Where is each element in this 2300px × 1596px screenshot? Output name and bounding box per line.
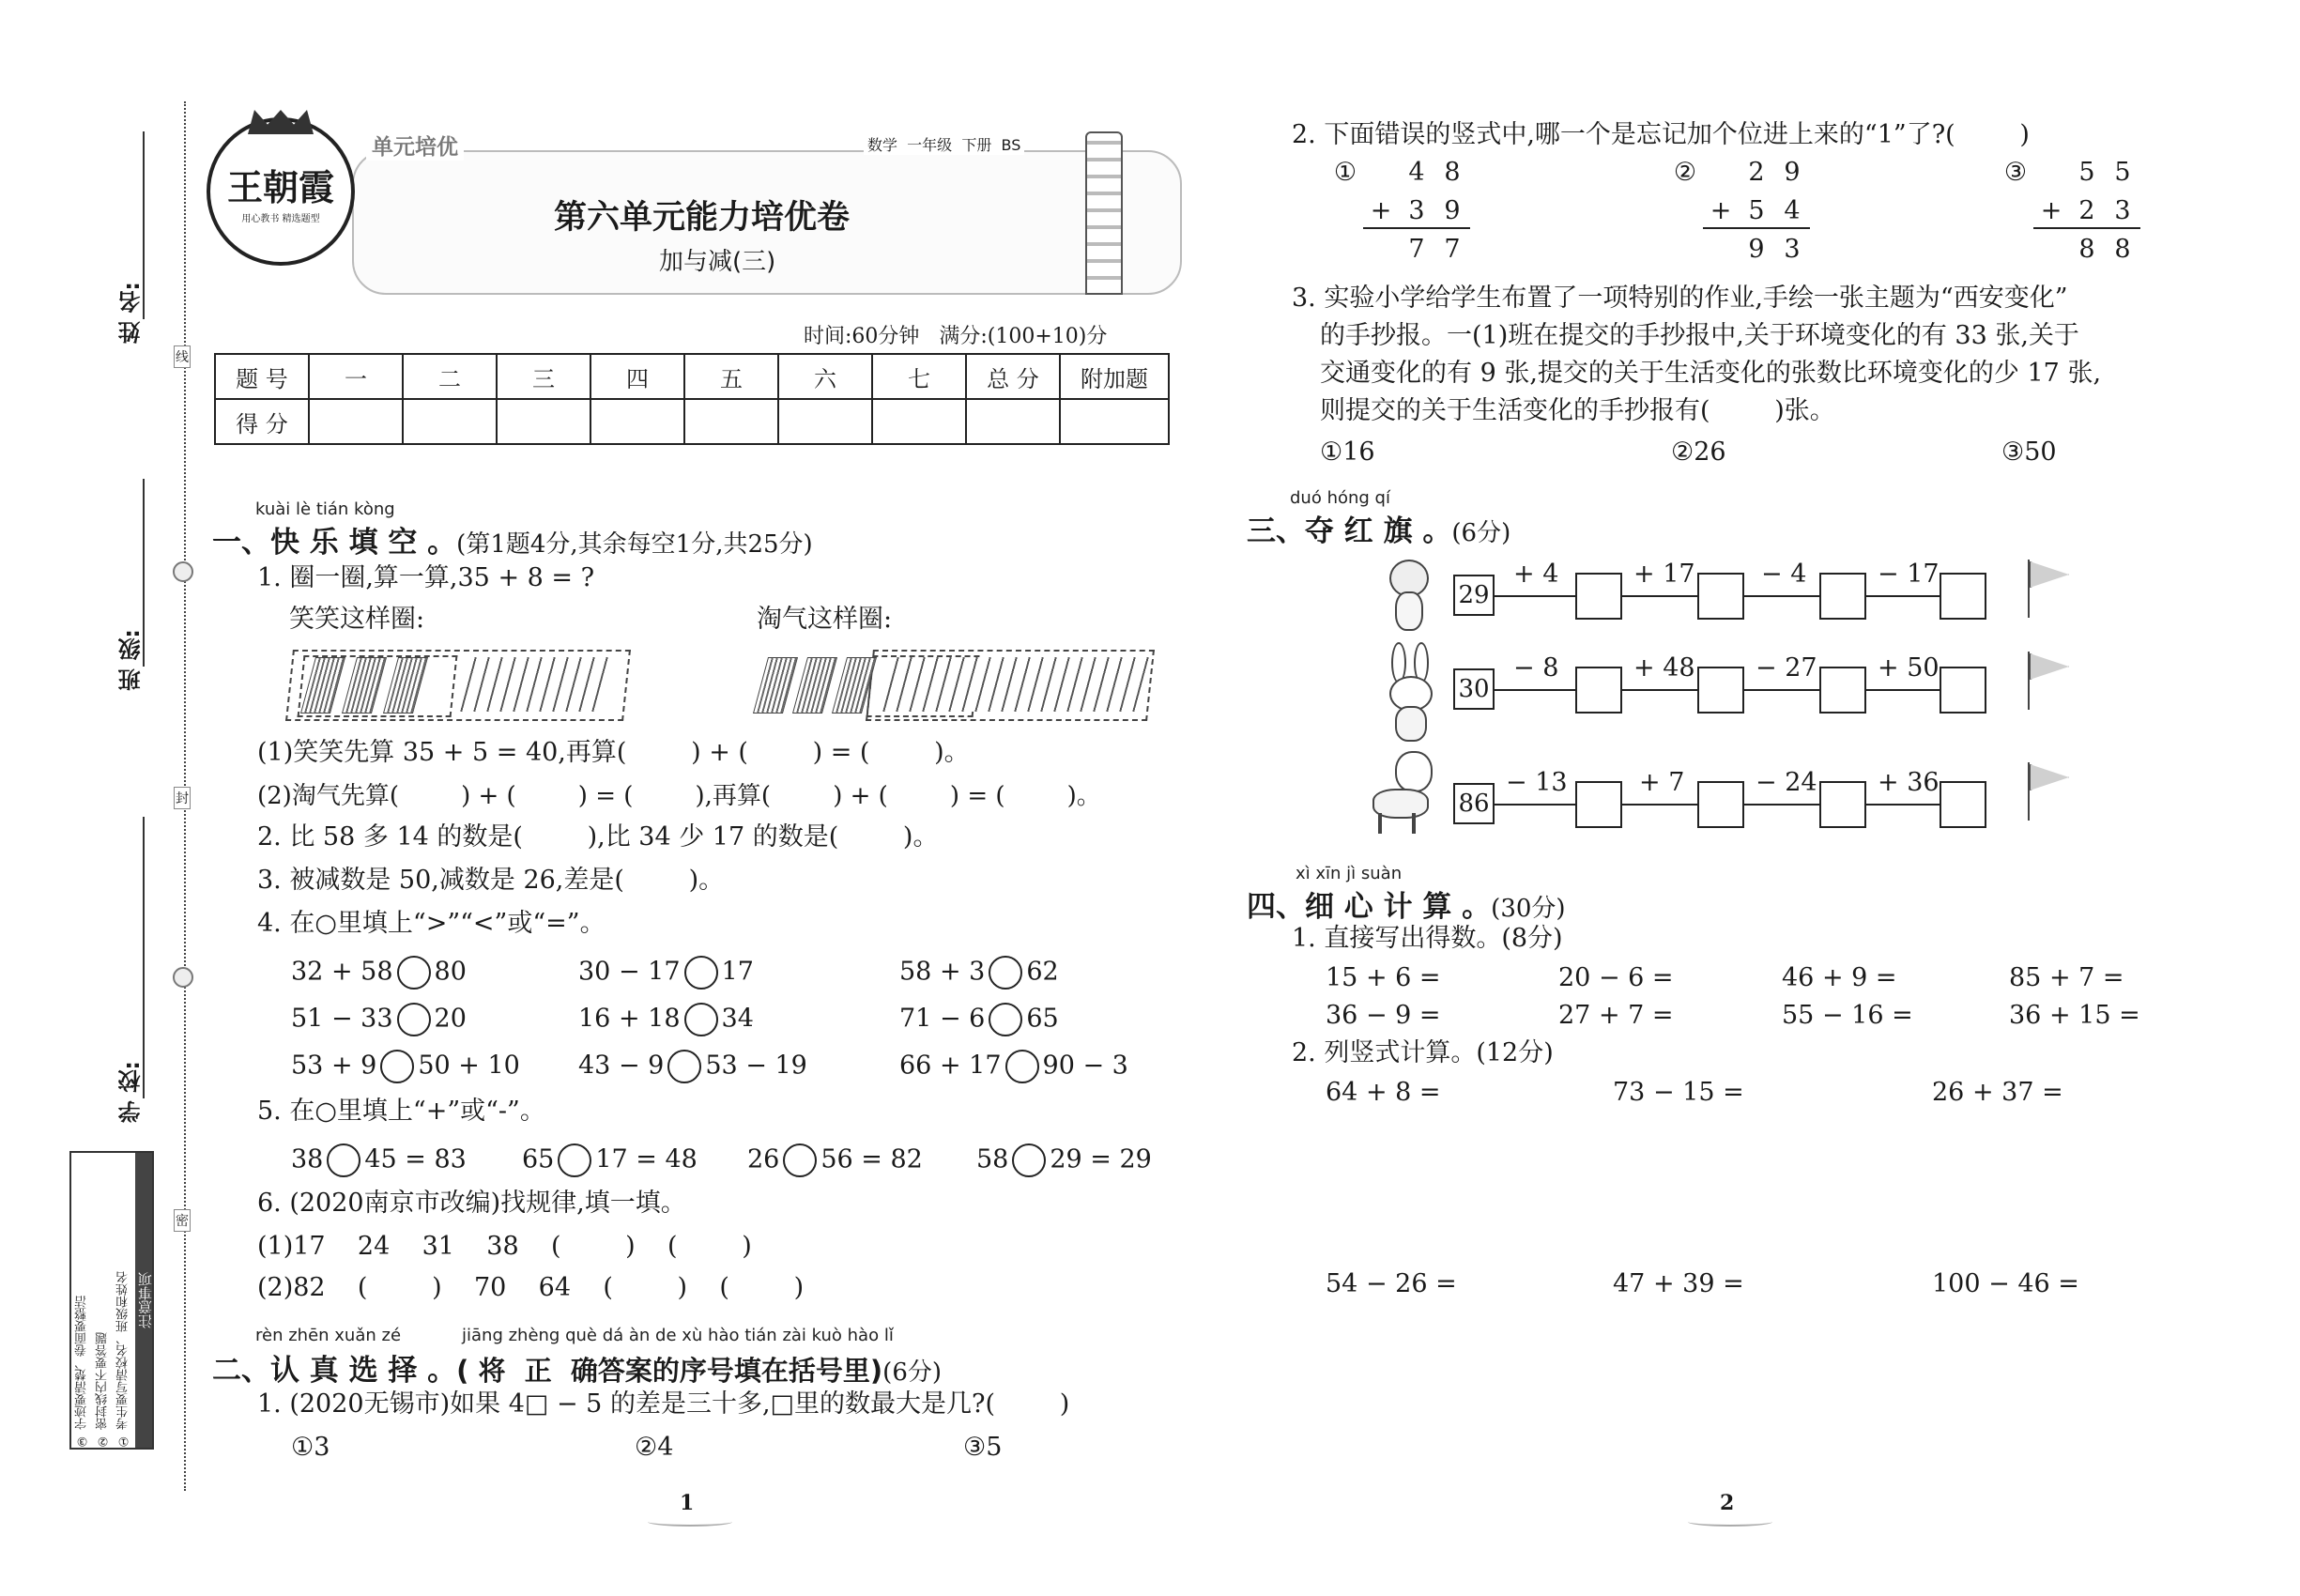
- op-label: + 48: [1633, 653, 1695, 683]
- answer-box[interactable]: [1697, 781, 1744, 828]
- direct-calc: 85 + 7 =: [2009, 963, 2124, 992]
- compare-item: 51 − 33 20: [291, 1003, 467, 1036]
- column-calc: 64 + 8 =: [1326, 1078, 1441, 1107]
- crown-icon: [248, 110, 314, 134]
- answer-box[interactable]: [1940, 667, 1986, 714]
- s4-q1: 1. 直接写出得数。(8分): [1292, 924, 1563, 953]
- answer-circle[interactable]: [684, 956, 718, 990]
- score-cell: 得 分: [215, 399, 309, 444]
- footer-ornament: [1688, 1517, 1772, 1527]
- s1-q2: 2. 比 58 多 14 的数是( ),比 34 少 17 的数是( )。: [257, 822, 939, 852]
- op-label: + 17: [1633, 560, 1695, 589]
- score-cell: 二: [403, 354, 497, 399]
- s1-q1b: (2)淘气先算( ) + ( ) = ( ),再算( ) + ( ) = ( )。: [257, 782, 1101, 810]
- s1-q6: 6. (2020南京市改编)找规律,填一填。: [257, 1189, 686, 1218]
- answer-box[interactable]: [1697, 667, 1744, 714]
- xiaoxiao-label: 笑笑这样圈:: [289, 605, 425, 634]
- monkey-icon: [1380, 560, 1434, 629]
- answer-circle[interactable]: [397, 1003, 431, 1036]
- direct-calc: 36 − 9 =: [1326, 1001, 1441, 1030]
- sign-item: 65 17 = 48: [522, 1143, 698, 1177]
- school-field[interactable]: [143, 817, 145, 1098]
- column-calc: 47 + 39 =: [1613, 1269, 1744, 1298]
- vertical-sum-1: ① 4 8 + 3 9 7 7: [1327, 158, 1470, 264]
- answer-circle[interactable]: [989, 1003, 1022, 1036]
- s2-q3-line2: 的手抄报。一(1)班在提交的手抄报中,关于环境变化的有 33 张,关于: [1320, 321, 2079, 350]
- section2-note: (6分): [882, 1358, 943, 1387]
- section1-title: [212, 518, 813, 560]
- start-box: 29: [1453, 575, 1495, 616]
- sign-item: 38 45 = 83: [291, 1143, 467, 1177]
- op-label: − 24: [1756, 768, 1817, 797]
- loose-sticks: [875, 657, 1153, 712]
- answer-box[interactable]: [1940, 781, 1986, 828]
- score-input[interactable]: [403, 399, 497, 444]
- compare-item: 16 + 18 34: [578, 1003, 754, 1036]
- name-field[interactable]: [143, 131, 145, 319]
- section2-title: [212, 1346, 942, 1389]
- op-label: + 50: [1878, 653, 1940, 683]
- horse-icon: [1367, 751, 1438, 837]
- s2-q3-line1: 3. 实验小学给学生布置了一项特别的作业,手绘一张主题为“西安变化”: [1292, 284, 2068, 313]
- s1-q6b: (2)82 ( ) 70 64 ( ) ( ): [257, 1273, 805, 1302]
- page-number-2: 2: [1720, 1491, 1735, 1515]
- compare-item: 58 + 3 62: [899, 956, 1059, 990]
- score-cell: 三: [497, 354, 590, 399]
- flag-pole: [2028, 652, 2030, 710]
- s4-q2: 2. 列竖式计算。(12分): [1292, 1038, 1554, 1067]
- notice-item: ① 考生要写清校名、班级和姓名: [116, 1270, 130, 1448]
- unit-tag: 单元培优: [366, 130, 464, 161]
- page-number-1: 1: [680, 1491, 695, 1515]
- flag-pole: [2028, 762, 2030, 821]
- score-cell: 题 号: [215, 354, 309, 399]
- book-meta: 数学 一年级 下册 BS: [864, 133, 1024, 155]
- section4-title: [1247, 882, 1566, 925]
- brand-name: 王朝霞: [226, 166, 334, 208]
- direct-calc: 27 + 7 =: [1558, 1001, 1674, 1030]
- s2-q1-opt: ①3: [291, 1433, 330, 1462]
- answer-circle[interactable]: [1012, 1143, 1046, 1177]
- score-header-row: [215, 354, 1169, 399]
- score-cell: 七: [872, 354, 966, 399]
- section1-heading: 一、快 乐 填 空 。: [212, 526, 457, 560]
- op-label: − 13: [1506, 768, 1568, 797]
- notice-box: [69, 1151, 154, 1450]
- section4-heading: 四、细 心 计 算 。: [1247, 890, 1492, 924]
- answer-box[interactable]: [1697, 573, 1744, 620]
- s1-q1: 1. 圈一圈,算一算,35 + 8 = ?: [257, 563, 595, 592]
- s2-q3-opt: ②26: [1671, 437, 1726, 467]
- section1-pinyin: kuài lè tián kòng: [255, 499, 395, 519]
- section4-pinyin: xì xīn jì suàn: [1296, 864, 1403, 883]
- compare-item: 53 + 9 50 + 10: [291, 1050, 520, 1083]
- sign-item: 58 29 = 29: [976, 1143, 1152, 1177]
- score-input[interactable]: [966, 399, 1060, 444]
- score-cell: 五: [684, 354, 778, 399]
- answer-circle[interactable]: [684, 1003, 718, 1036]
- column-calc: 26 + 37 =: [1932, 1078, 2063, 1107]
- answer-circle[interactable]: [1005, 1050, 1039, 1083]
- column-calc: 100 − 46 =: [1932, 1269, 2079, 1298]
- answer-box[interactable]: [1575, 573, 1622, 620]
- taoqi-sticks: [751, 648, 1155, 723]
- answer-circle[interactable]: [397, 956, 431, 990]
- s2-q1-opt: ②4: [635, 1433, 674, 1462]
- start-box: 86: [1453, 783, 1495, 824]
- section2-pinyin: rèn zhēn xuǎn zé: [255, 1326, 402, 1345]
- sum-line: [1363, 227, 1470, 229]
- binding-hole-2: [173, 967, 193, 988]
- answer-circle[interactable]: [380, 1050, 414, 1083]
- compare-item: 32 + 58 80: [291, 956, 467, 990]
- answer-box[interactable]: [1940, 573, 1986, 620]
- red-flag-icon: [2030, 561, 2069, 588]
- answer-circle[interactable]: [667, 1050, 701, 1083]
- op-label: + 36: [1878, 768, 1940, 797]
- score-value-row: [215, 399, 1169, 444]
- red-flag-icon: [2030, 653, 2069, 680]
- answer-box[interactable]: [1819, 781, 1866, 828]
- class-label: 班 级:: [118, 629, 145, 691]
- direct-calc: 36 + 15 =: [2009, 1001, 2140, 1030]
- section3-note: (6分): [1451, 519, 1511, 547]
- compare-item: 30 − 17 17: [578, 956, 754, 990]
- sign-item: 26 56 = 82: [747, 1143, 923, 1177]
- compare-item: 66 + 17 90 − 3: [899, 1050, 1128, 1083]
- s1-q3: 3. 被减数是 50,减数是 26,差是( )。: [257, 866, 725, 895]
- score-input[interactable]: [872, 399, 966, 444]
- direct-calc: 55 − 16 =: [1782, 1001, 1913, 1030]
- notice-title: 注意事项: [135, 1153, 152, 1448]
- notice-item: ③ 字迹要清楚、卷面要整洁: [75, 1295, 89, 1448]
- score-cell: 四: [590, 354, 684, 399]
- section3-pinyin: duó hóng qí: [1290, 488, 1390, 508]
- answer-circle[interactable]: [327, 1143, 360, 1177]
- score-cell: 六: [778, 354, 872, 399]
- column-calc: 73 − 15 =: [1613, 1078, 1744, 1107]
- s1-q4: 4. 在○里填上“>”“<”或“=”。: [257, 909, 606, 938]
- score-cell: 总 分: [966, 354, 1060, 399]
- score-input[interactable]: [497, 399, 590, 444]
- score-input[interactable]: [778, 399, 872, 444]
- seal-char-1: 线: [174, 345, 191, 368]
- direct-calc: 20 − 6 =: [1558, 963, 1674, 992]
- brand-sub: 用心教书 精选题型: [241, 214, 320, 224]
- sum-line: [2033, 227, 2140, 229]
- op-label: − 4: [1761, 560, 1807, 589]
- column-calc: 54 − 26 =: [1326, 1269, 1457, 1298]
- s1-q1a: (1)笑笑先算 35 + 5 = 40,再算( ) + ( ) = ( )。: [257, 738, 970, 767]
- section2-heading-2: ( 将 正 确答案的序号填在括号里): [456, 1355, 883, 1387]
- answer-box[interactable]: [1575, 667, 1622, 714]
- s1-q6a: (1)17 24 31 38 ( ) ( ): [257, 1232, 752, 1261]
- section2-heading: 二、认 真 选 择 。: [212, 1354, 457, 1388]
- page-title: 第六单元能力培优卷: [554, 199, 851, 237]
- stick-bundle: [753, 657, 798, 714]
- taoqi-label: 淘气这样圈:: [757, 605, 893, 634]
- sum-line: [1703, 227, 1810, 229]
- school-label: 学 校:: [118, 1061, 145, 1123]
- answer-circle[interactable]: [558, 1143, 591, 1177]
- lighthouse-icon: [1085, 131, 1123, 295]
- stick-bundle: [792, 657, 837, 714]
- start-box: 30: [1453, 668, 1495, 710]
- notice-item: ② 密封线内不要答题: [96, 1331, 110, 1448]
- score-cell: 一: [309, 354, 403, 399]
- s1-q5: 5. 在○里填上“+”或“-”。: [257, 1097, 545, 1126]
- time-score: 时间:60分钟 满分:(100+10)分: [804, 325, 1108, 348]
- op-label: + 7: [1639, 768, 1685, 797]
- compare-item: 43 − 9 53 − 19: [578, 1050, 807, 1083]
- binding-hole-1: [173, 561, 193, 582]
- s2-q3-opt: ③50: [2001, 437, 2057, 467]
- direct-calc: 46 + 9 =: [1782, 963, 1897, 992]
- flag-pole: [2028, 560, 2030, 618]
- s2-q3-opt: ①16: [1320, 437, 1375, 467]
- answer-box[interactable]: [1819, 573, 1866, 620]
- answer-box[interactable]: [1819, 667, 1866, 714]
- op-label: − 27: [1756, 653, 1817, 683]
- answer-circle[interactable]: [783, 1143, 817, 1177]
- s2-q1: 1. (2020无锡市)如果 4□ − 5 的差是三十多,□里的数最大是几?( ): [257, 1389, 1070, 1419]
- score-input[interactable]: [1060, 399, 1169, 444]
- seal-char-3: 密: [174, 1209, 191, 1232]
- page-subtitle: 加与减(三): [659, 248, 776, 276]
- score-input[interactable]: [590, 399, 684, 444]
- op-label: − 17: [1878, 560, 1940, 589]
- answer-circle[interactable]: [989, 956, 1022, 990]
- section3-heading: 三、夺 红 旗 。: [1247, 514, 1452, 548]
- op-label: − 8: [1513, 653, 1559, 683]
- score-input[interactable]: [309, 399, 403, 444]
- loose-sticks: [452, 657, 618, 712]
- vertical-sum-2: ② 2 9 + 5 4 9 3: [1667, 158, 1810, 264]
- s2-q2: 2. 下面错误的竖式中,哪一个是忘记加个位进上来的“1”了?( ): [1292, 120, 2030, 149]
- score-table: [214, 353, 1170, 445]
- vertical-sum-3: ③ 5 5 + 2 3 8 8: [1998, 158, 2140, 264]
- op-label: + 4: [1513, 560, 1559, 589]
- s2-q3-line3: 交通变化的有 9 张,提交的关于生活变化的张数比环境变化的少 17 张,: [1320, 359, 2102, 388]
- score-cell: 附加题: [1060, 354, 1169, 399]
- s2-q1-opt: ③5: [963, 1433, 1003, 1462]
- section2-pinyin-2: jiāng zhèng què dá àn de xù hào tián zài kuò hào lǐ: [462, 1326, 894, 1345]
- name-label: 姓 名:: [118, 282, 145, 344]
- class-field[interactable]: [143, 479, 145, 667]
- section3-title: [1247, 507, 1510, 549]
- xiaoxiao-sticks: [282, 648, 629, 723]
- seal-char-2: 封: [174, 787, 191, 809]
- score-input[interactable]: [684, 399, 778, 444]
- red-flag-icon: [2030, 764, 2069, 790]
- rabbit-icon: [1384, 642, 1436, 740]
- answer-box[interactable]: [1575, 781, 1622, 828]
- section1-note: (第1题4分,其余每空1分,共25分): [456, 530, 813, 559]
- s2-q3-line4: 则提交的关于生活变化的手抄报有( )张。: [1320, 396, 1835, 425]
- direct-calc: 15 + 6 =: [1326, 963, 1441, 992]
- section4-note: (30分): [1491, 895, 1566, 923]
- brand-logo: [207, 117, 355, 266]
- compare-item: 71 − 6 65: [899, 1003, 1059, 1036]
- footer-ornament: [648, 1517, 732, 1527]
